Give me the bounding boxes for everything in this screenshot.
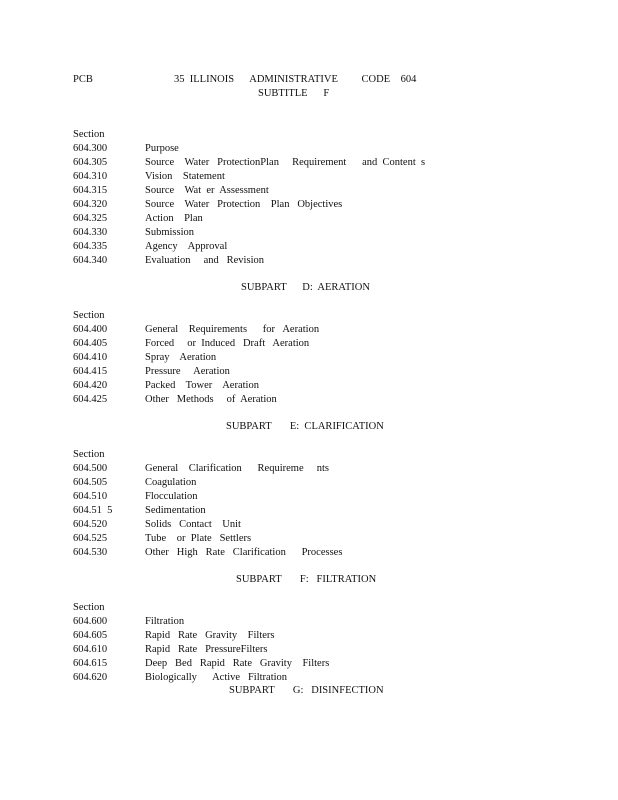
section-row <box>73 184 269 198</box>
header-center: 35 ILLINOIS ADMINISTRATIVE CODE 604 <box>174 74 417 85</box>
section-title: Source Wat er Assessment <box>145 185 269 196</box>
section-number: 604.410 <box>73 352 108 363</box>
section-label: Section <box>73 449 105 460</box>
section-row <box>73 156 426 170</box>
header-left: PCB <box>73 74 93 85</box>
subpart-f-heading: SUBPART F: FILTRATION <box>236 574 377 585</box>
section-row <box>73 240 228 254</box>
section-list-e <box>73 448 343 560</box>
section-title: Sedimentation <box>145 505 206 516</box>
section-number: 604.505 <box>73 477 108 488</box>
section-row <box>73 351 217 365</box>
section-number: 604.305 <box>73 157 108 168</box>
section-title: Agency Approval <box>145 241 228 252</box>
section-title: Action Plan <box>145 213 203 224</box>
section-row <box>73 490 198 504</box>
section-title: Other High Rate Clarification Processes <box>145 547 343 558</box>
section-row <box>73 198 343 212</box>
subpart-g-heading: SUBPART G: DISINFECTION <box>229 685 384 696</box>
section-number: 604.615 <box>73 658 108 669</box>
section-title: Coagulation <box>145 477 197 488</box>
section-title: Pressure Aeration <box>145 366 230 377</box>
section-title: Evaluation and Revision <box>145 255 264 266</box>
section-row <box>73 142 179 156</box>
section-number: 604.530 <box>73 547 108 558</box>
section-number: 604.520 <box>73 519 108 530</box>
section-number: 604.605 <box>73 630 108 641</box>
section-number: 604.600 <box>73 616 108 627</box>
section-title: Rapid Rate Gravity Filters <box>145 630 275 641</box>
section-label: Section <box>73 602 105 613</box>
subpart-e-heading: SUBPART E: CLARIFICATION <box>226 421 384 432</box>
section-row <box>73 629 275 643</box>
section-row <box>73 504 206 518</box>
section-row <box>73 393 277 407</box>
section-row <box>73 476 197 490</box>
section-title: Deep Bed Rapid Rate Gravity Filters <box>145 658 330 669</box>
section-title: Source Water ProtectionPlan Requirement and Content s <box>145 157 426 168</box>
section-title: Packed Tower Aeration <box>145 380 259 391</box>
section-row <box>73 518 241 532</box>
section-row <box>73 212 203 226</box>
section-number: 604.335 <box>73 241 108 252</box>
section-row <box>73 643 268 657</box>
section-row <box>73 671 288 685</box>
section-number: 604.500 <box>73 463 108 474</box>
section-title: Vision Statement <box>145 171 225 182</box>
section-number: 604.310 <box>73 171 108 182</box>
section-number: 604.400 <box>73 324 108 335</box>
section-number: 604.620 <box>73 672 108 683</box>
section-row <box>73 365 230 379</box>
section-list-f <box>73 601 330 685</box>
section-number: 604.300 <box>73 143 108 154</box>
section-title: Filtration <box>145 616 185 627</box>
section-number: 604.340 <box>73 255 108 266</box>
section-row <box>73 170 225 184</box>
section-number: 604.415 <box>73 366 108 377</box>
section-row <box>73 226 195 240</box>
header-subtitle: SUBTITLE F <box>258 88 330 99</box>
section-row <box>73 532 252 546</box>
section-title: Forced or Induced Draft Aeration <box>145 338 310 349</box>
section-title: Tube or Plate Settlers <box>145 533 252 544</box>
section-number: 604.405 <box>73 338 108 349</box>
section-number: 604.315 <box>73 185 108 196</box>
section-row <box>73 657 330 671</box>
section-title: Purpose <box>145 143 179 154</box>
section-number: 604.525 <box>73 533 108 544</box>
section-row <box>73 462 329 476</box>
section-title: Rapid Rate PressureFilters <box>145 644 268 655</box>
section-title: General Requirements for Aeration <box>145 324 320 335</box>
section-title: Source Water Protection Plan Objectives <box>145 199 343 210</box>
section-list-d <box>73 309 320 407</box>
section-title: Submission <box>145 227 195 238</box>
section-row <box>73 379 259 393</box>
section-row <box>73 323 320 337</box>
section-number: 604.325 <box>73 213 108 224</box>
section-row <box>73 337 310 351</box>
section-title: Solids Contact Unit <box>145 519 241 530</box>
section-title: Flocculation <box>145 491 198 502</box>
section-list-c <box>73 128 426 268</box>
section-number: 604.320 <box>73 199 108 210</box>
subpart-d-heading: SUBPART D: AERATION <box>241 282 370 293</box>
section-row <box>73 254 264 268</box>
section-number: 604.610 <box>73 644 108 655</box>
section-title: Biologically Active Filtration <box>145 672 288 683</box>
section-number: 604.420 <box>73 380 108 391</box>
section-row <box>73 546 343 560</box>
section-number: 604.425 <box>73 394 108 405</box>
section-number: 604.510 <box>73 491 108 502</box>
section-title: Spray Aeration <box>145 352 217 363</box>
section-number: 604.330 <box>73 227 108 238</box>
section-row <box>73 615 185 629</box>
section-title: General Clarification Requireme nts <box>145 463 329 474</box>
section-number: 604.51 5 <box>73 505 113 516</box>
section-label: Section <box>73 310 105 321</box>
section-label: Section <box>73 129 105 140</box>
section-title: Other Methods of Aeration <box>145 394 277 405</box>
